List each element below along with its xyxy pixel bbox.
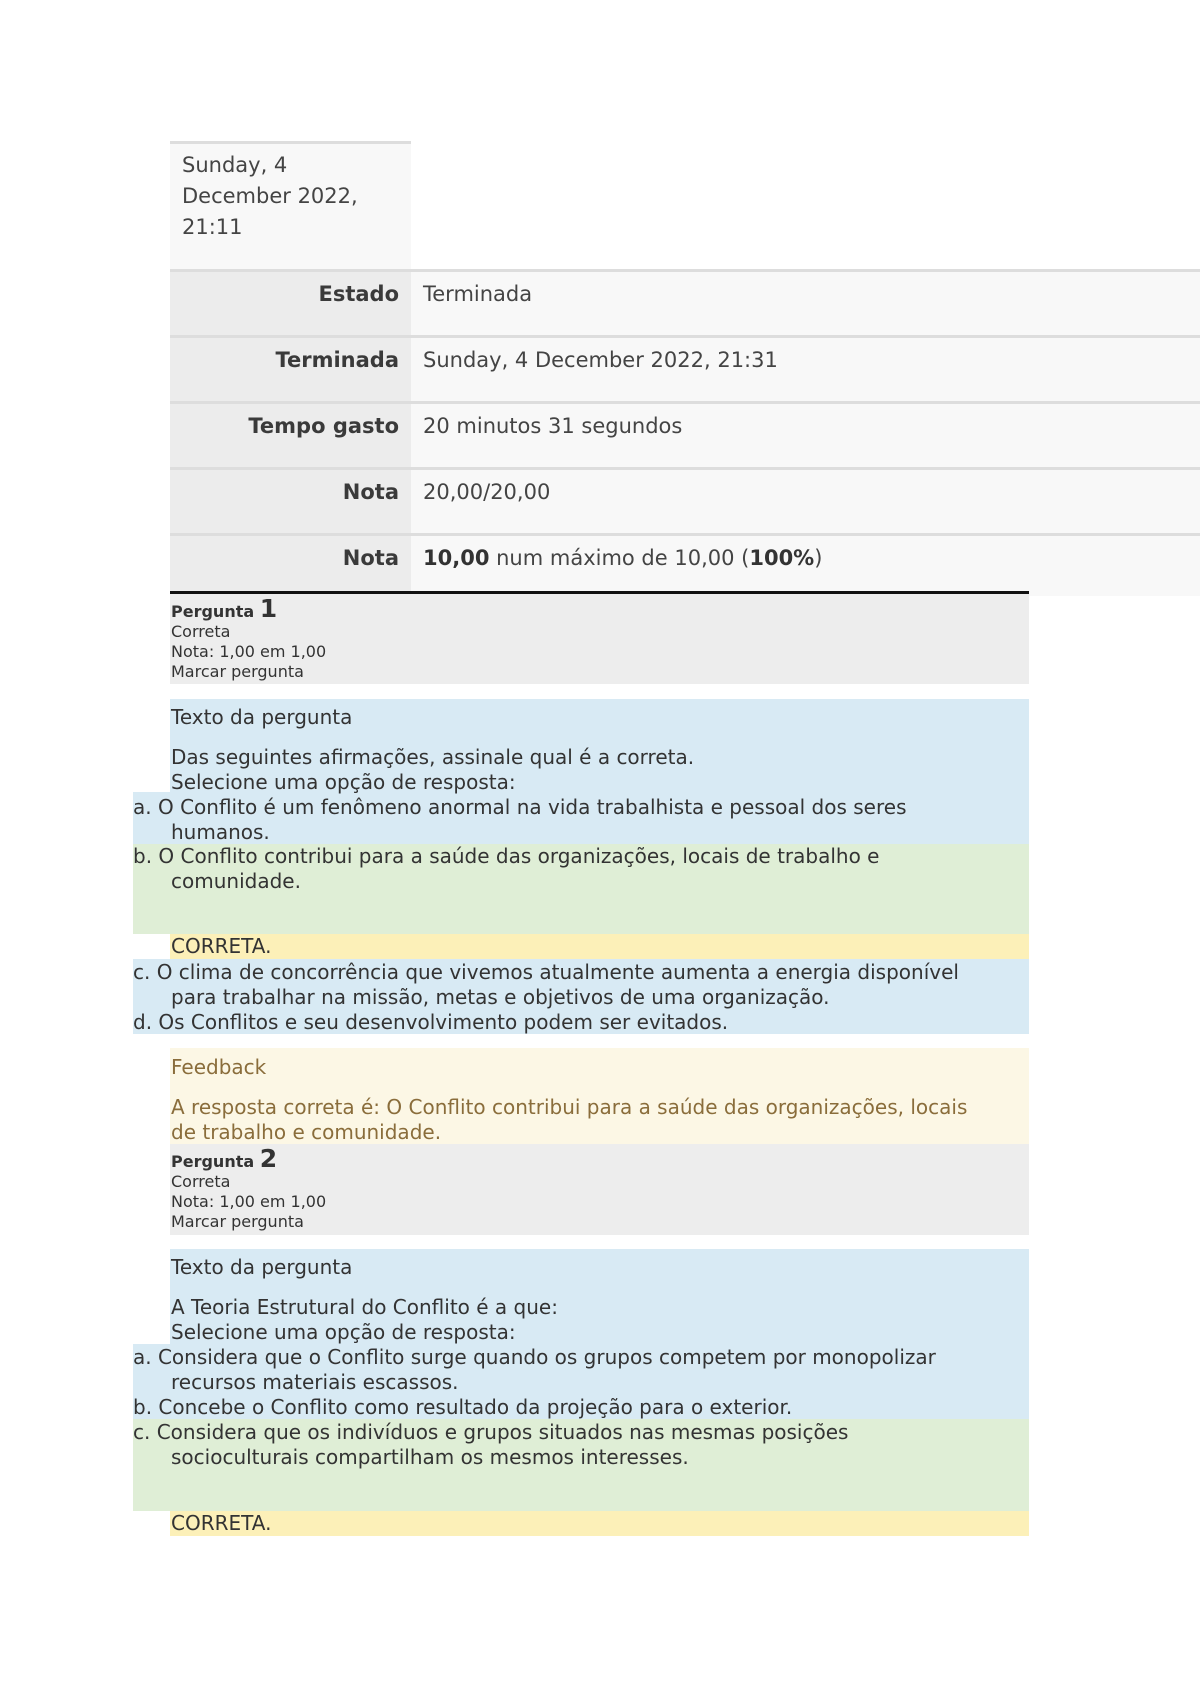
summary-row-finished xyxy=(170,335,1200,401)
question-number: 2 xyxy=(259,1144,278,1173)
attempt-summary xyxy=(170,141,1200,596)
row-label: Tempo gasto xyxy=(170,404,411,467)
answer-prompt: Selecione uma opção de resposta: xyxy=(171,770,516,794)
question-mark: Nota: 1,00 em 1,00 xyxy=(171,1192,327,1211)
summary-row-marks xyxy=(170,467,1200,533)
row-label: Nota xyxy=(170,470,411,533)
row-value: 20 minutos 31 segundos xyxy=(411,404,1200,467)
grade-score: 10,00 xyxy=(423,546,490,570)
grade-mid: num máximo de 10,00 ( xyxy=(489,546,750,570)
started-cell xyxy=(170,141,411,269)
option-b-cont: comunidade. xyxy=(171,869,301,893)
option-b[interactable]: b. O Conflito contribui para a saúde das organizações, locais de trabalho e xyxy=(133,844,880,868)
question-2-info xyxy=(170,1144,1029,1235)
question-status: Correta xyxy=(171,1172,231,1191)
row-label: Terminada xyxy=(170,338,411,401)
question-title: Pergunta xyxy=(171,1152,255,1171)
summary-row-time xyxy=(170,401,1200,467)
flag-question-link[interactable]: Marcar pergunta xyxy=(171,662,304,681)
option-c[interactable]: c. Considera que os indivíduos e grupos situados nas mesmas posições xyxy=(133,1420,849,1444)
row-value: Terminada xyxy=(411,272,1200,335)
question-mark: Nota: 1,00 em 1,00 xyxy=(171,642,327,661)
question-text: A Teoria Estrutural do Conflito é a que: xyxy=(171,1295,558,1319)
question-heading: Texto da pergunta xyxy=(171,1255,353,1279)
question-1-info xyxy=(170,594,1029,684)
option-c-cont: socioculturais compartilham os mesmos interesses. xyxy=(171,1445,689,1469)
feedback-text: A resposta correta é: O Conflito contribui para a saúde das organizações, locais xyxy=(171,1095,968,1119)
row-value: Sunday, 4 December 2022, 21:31 xyxy=(411,338,1200,401)
option-a-cont: recursos materiais escassos. xyxy=(171,1370,459,1394)
correct-band xyxy=(170,1511,1029,1536)
row-value: 20,00/20,00 xyxy=(411,470,1200,533)
answer-prompt: Selecione uma opção de resposta: xyxy=(171,1320,516,1344)
question-heading: Texto da pergunta xyxy=(171,705,353,729)
grade-percent: 100% xyxy=(749,546,815,570)
option-a[interactable]: a. Considera que o Conflito surge quando os grupos competem por monopolizar xyxy=(133,1345,936,1369)
correct-label: CORRETA. xyxy=(171,1511,272,1535)
started-line: 21:11 xyxy=(182,215,243,239)
feedback-title: Feedback xyxy=(171,1055,267,1079)
started-line: Sunday, 4 xyxy=(182,153,288,177)
option-d[interactable]: d. Os Conflitos e seu desenvolvimento podem ser evitados. xyxy=(133,1010,729,1034)
grade-value xyxy=(411,536,1200,596)
correct-label: CORRETA. xyxy=(171,934,272,958)
question-title: Pergunta xyxy=(171,602,255,621)
flag-question-link[interactable]: Marcar pergunta xyxy=(171,1212,304,1231)
question-status: Correta xyxy=(171,622,231,641)
question-number: 1 xyxy=(259,594,278,623)
summary-row-grade xyxy=(170,533,1200,596)
option-b[interactable]: b. Concebe o Conflito como resultado da projeção para o exterior. xyxy=(133,1395,793,1419)
question-text: Das seguintes afirmações, assinale qual é a correta. xyxy=(171,745,695,769)
row-label: Nota xyxy=(170,536,411,596)
option-c-cont: para trabalhar na missão, metas e objetivos de uma organização. xyxy=(171,985,830,1009)
summary-row-state xyxy=(170,269,1200,335)
grade-end: ) xyxy=(814,546,823,570)
correct-band xyxy=(170,934,1029,959)
started-line: December 2022, xyxy=(182,184,358,208)
option-a-cont: humanos. xyxy=(171,820,270,844)
row-label: Estado xyxy=(170,272,411,335)
feedback-text-cont: de trabalho e comunidade. xyxy=(171,1120,442,1144)
option-a[interactable]: a. O Conflito é um fenômeno anormal na vida trabalhista e pessoal dos seres xyxy=(133,795,907,819)
option-c[interactable]: c. O clima de concorrência que vivemos atualmente aumenta a energia disponível xyxy=(133,960,959,984)
